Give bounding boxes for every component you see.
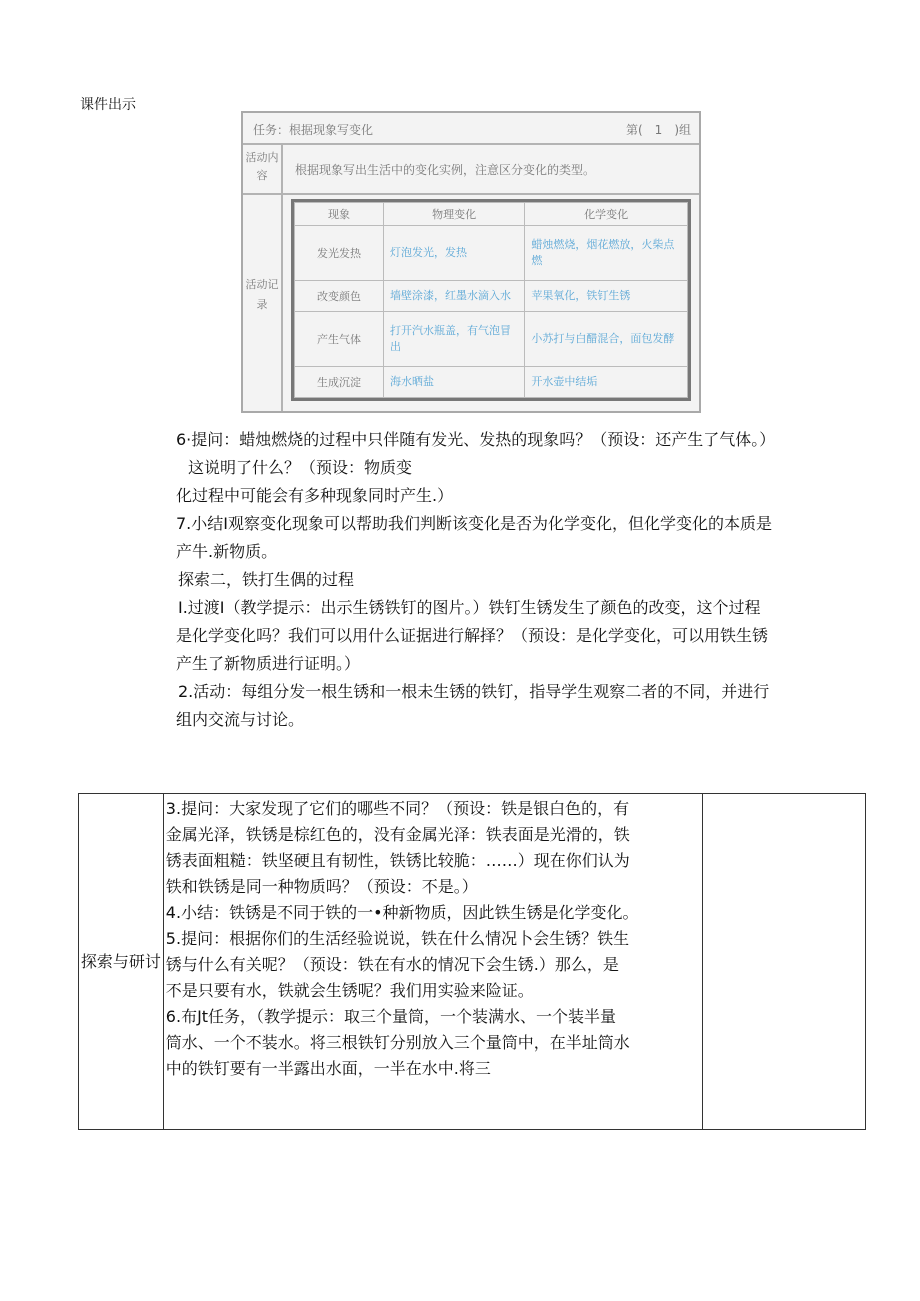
table-row: [295, 311, 688, 366]
content-line: 锈表面粗糙：铁坚硬且有韧性，铁锈比较脆：……）现在你们认为: [165, 851, 630, 870]
paragraph-line: 6·提问：蜡烛燃烧的过程中只伴随有发光、发热的现象吗？（预设：还产生了气体。）: [176, 430, 776, 449]
content-line: 金属光泽，铁锈是棕红色的，没有金属光泽：铁表面是光滑的，铁: [165, 825, 630, 844]
paragraph-line: 2.活动：每组分发一根生锈和一根未生锈的铁钉，指导学生观察二者的不同，并进行: [178, 682, 770, 701]
worksheet-record-row: [243, 193, 699, 411]
content-line: 4.小结：铁锈是不同于铁的一•种新物质，因此铁生锈是化学变化。: [165, 903, 639, 922]
section-cell: [79, 794, 164, 1130]
paragraph-line: 是化学变化吗？我们可以用什么证据进行解择？（预设：是化学变化，可以用铁生锈: [176, 626, 769, 645]
physical-cell: 海水晒盐: [384, 366, 525, 397]
worksheet-content-row: [243, 143, 699, 195]
content-line: 6.布Jt任务，（教学提示：取三个量筒，一个装满水、一个装半量: [165, 1007, 617, 1026]
phenomenon-cell: 生成沉淀: [295, 366, 384, 397]
content-line: 3.提问：大家发现了它们的哪些不同？（预设：铁是银白色的，有: [165, 799, 630, 818]
chemical-cell: 苹果氧化，铁钉生锈: [525, 280, 688, 311]
physical-cell: 灯泡发光，发热: [384, 226, 525, 281]
slide-label: 课件出示: [80, 97, 136, 113]
record-table: [291, 199, 691, 401]
header-chemical: 化学变化: [525, 203, 688, 226]
content-line: 中的铁钉要有一半露出水面，一半在水中.将三: [165, 1059, 491, 1078]
chemical-cell: 开水壶中结垢: [525, 366, 688, 397]
record-label: 活动记录: [243, 193, 283, 411]
paragraph-line: 产生了新物质进行证明。）: [176, 654, 361, 673]
phenomenon-cell: 发光发热: [295, 226, 384, 281]
header-physical: 物理变化: [384, 203, 525, 226]
lesson-table: [78, 793, 866, 1130]
worksheet-group: 第( 1 )组: [626, 123, 691, 137]
paragraph-line: 化过程中可能会有多种现象同时产生.）: [176, 486, 454, 505]
table-row: [295, 366, 688, 397]
table-row: [295, 226, 688, 281]
physical-cell: 墙壁涂漆，红墨水滴入水: [384, 280, 525, 311]
worksheet-header: [243, 113, 699, 145]
paragraph-line: I.过渡I（教学提示：出示生锈铁钉的图片。）铁钉生锈发生了颜色的改变，这个过程: [178, 598, 761, 617]
header-phenomenon: 现象: [295, 203, 384, 226]
chemical-cell: 小苏打与白醋混合，面包发酵: [525, 311, 688, 366]
section-heading: 探索二，铁打生偶的过程: [178, 570, 355, 589]
content-label: 活动内容: [243, 143, 283, 193]
worksheet-image: [241, 111, 701, 413]
chemical-cell: 蜡烛燃烧，烟花燃放，火柴点燃: [525, 226, 688, 281]
content-line: 5.提问：根据你们的生活经验说说，铁在什么情况卜会生锈？铁生: [165, 929, 630, 948]
notes-cell: [703, 794, 866, 1130]
phenomenon-cell: 改变颜色: [295, 280, 384, 311]
section-label: 探索与研讨: [80, 951, 161, 971]
content-line: 筒水、一个不装水。将三根铁钉分别放入三个量筒中，在半址筒水: [165, 1033, 630, 1052]
content-cell: [163, 794, 703, 1130]
phenomenon-cell: 产生气体: [295, 311, 384, 366]
paragraph-line: 产牛.新物质。: [176, 542, 278, 561]
content-line: 不是只要有水，铁就会生锈呢？我们用实验来险证。: [165, 981, 534, 1000]
table-row: [295, 280, 688, 311]
worksheet-task: 任务：根据现象写变化: [253, 123, 374, 137]
content-line: 锈与什么有关呢？（预设：铁在有水的情况下会生锈.）那么，是: [165, 955, 619, 974]
content-line: 铁和铁锈是同一种物质吗？（预设：不是。）: [165, 877, 478, 896]
paragraph-line: 这说明了什么？（预设：物质变: [188, 458, 413, 477]
paragraph-line: 组内交流与讨论。: [176, 710, 305, 729]
physical-cell: 打开汽水瓶盖，有气泡冒出: [384, 311, 525, 366]
content-text: 根据现象写出生活中的变化实例，注意区分变化的类型。: [295, 163, 596, 177]
paragraph-line: 7.小结I观察变化现象可以帮助我们判断该变化是否为化学变化，但化学变化的本质是: [176, 514, 772, 533]
